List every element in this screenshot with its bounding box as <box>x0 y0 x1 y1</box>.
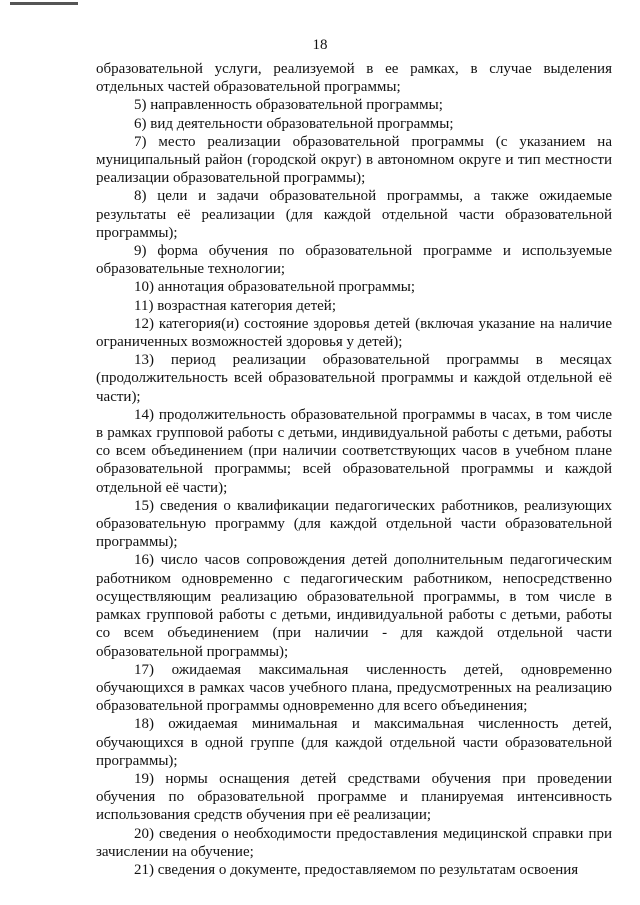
page-number: 18 <box>312 37 328 53</box>
list-item-8: 8) цели и задачи образовательной программы, а также ожидаемые результаты её реализации (для каждой отдельной части образовательной программы); <box>96 188 612 241</box>
list-item-11: 11) возрастная категория детей; <box>134 297 336 314</box>
list-item-5: 5) направленность образовательной программы; <box>134 97 443 114</box>
document-body <box>96 60 612 879</box>
scan-corner-mark <box>10 2 78 5</box>
list-item-15: 15) сведения о квалификации педагогических работников, реализующих образовательную программу (для каждой отдельной части образовательной программы); <box>96 497 612 551</box>
list-item-10: 10) аннотация образовательной программы; <box>134 279 416 296</box>
list-item-7: 7) место реализации образовательной программы (с указанием на муниципальный район (городской округ) в автономном округе и тип местности реализации образовательной программы); <box>96 133 612 187</box>
list-item-9: 9) форма обучения по образовательной программе и используемые образовательные технологии; <box>96 243 612 278</box>
list-item-21: 21) сведения о документе, предоставляемом по результатам освоения <box>134 861 579 878</box>
list-item-16: 16) число часов сопровождения детей дополнительным педагогическим работником одновременно с педагогическим работником, непосредственно осуществляющим реализацию образовательной программы, в том числе в рамках групповой работы с детьми, индивидуальной работы с детьми, работы со всем объединением (при наличии - для каждой отдельной части образовательной программы); <box>96 552 612 660</box>
list-item-18: 18) ожидаемая минимальная и максимальная численность детей, обучающихся в одной группе (для каждой отдельной части образовательной программы); <box>96 716 612 769</box>
list-item-17: 17) ожидаемая максимальная численность детей, одновременно обучающихся в рамках часов учебного плана, предусмотренных на реализацию образовательной программы одновременно для всего объединения; <box>96 661 612 715</box>
list-item-13: 13) период реализации образовательной программы в месяцах (продолжительность всей образовательной программы и каждой отдельной её части); <box>96 352 612 405</box>
list-item-20: 20) сведения о необходимости предоставления медицинской справки при зачислении на обучение; <box>96 825 612 860</box>
list-item-6: 6) вид деятельности образовательной программы; <box>134 115 454 132</box>
paragraph-continuation: образовательной услуги, реализуемой в ее рамках, в случае выделения отдельных частей образовательной программы; <box>96 61 612 96</box>
list-item-12: 12) категория(и) состояние здоровья детей (включая указание на наличие ограниченных возможностей здоровья у детей); <box>96 315 612 351</box>
list-item-19: 19) нормы оснащения детей средствами обучения при проведении обучения по образовательной программе и планируемая интенсивность использования средств обучения при её реализации; <box>96 770 612 824</box>
list-item-14: 14) продолжительность образовательной программы в часах, в том числе в рамках групповой работы с детьми, индивидуальной работы с детьми, работы со всем объединением (при наличии соответствующих часов в учебном плане образовательной программы; всей образовательной программы и каждой отдельной её части); <box>96 406 612 496</box>
